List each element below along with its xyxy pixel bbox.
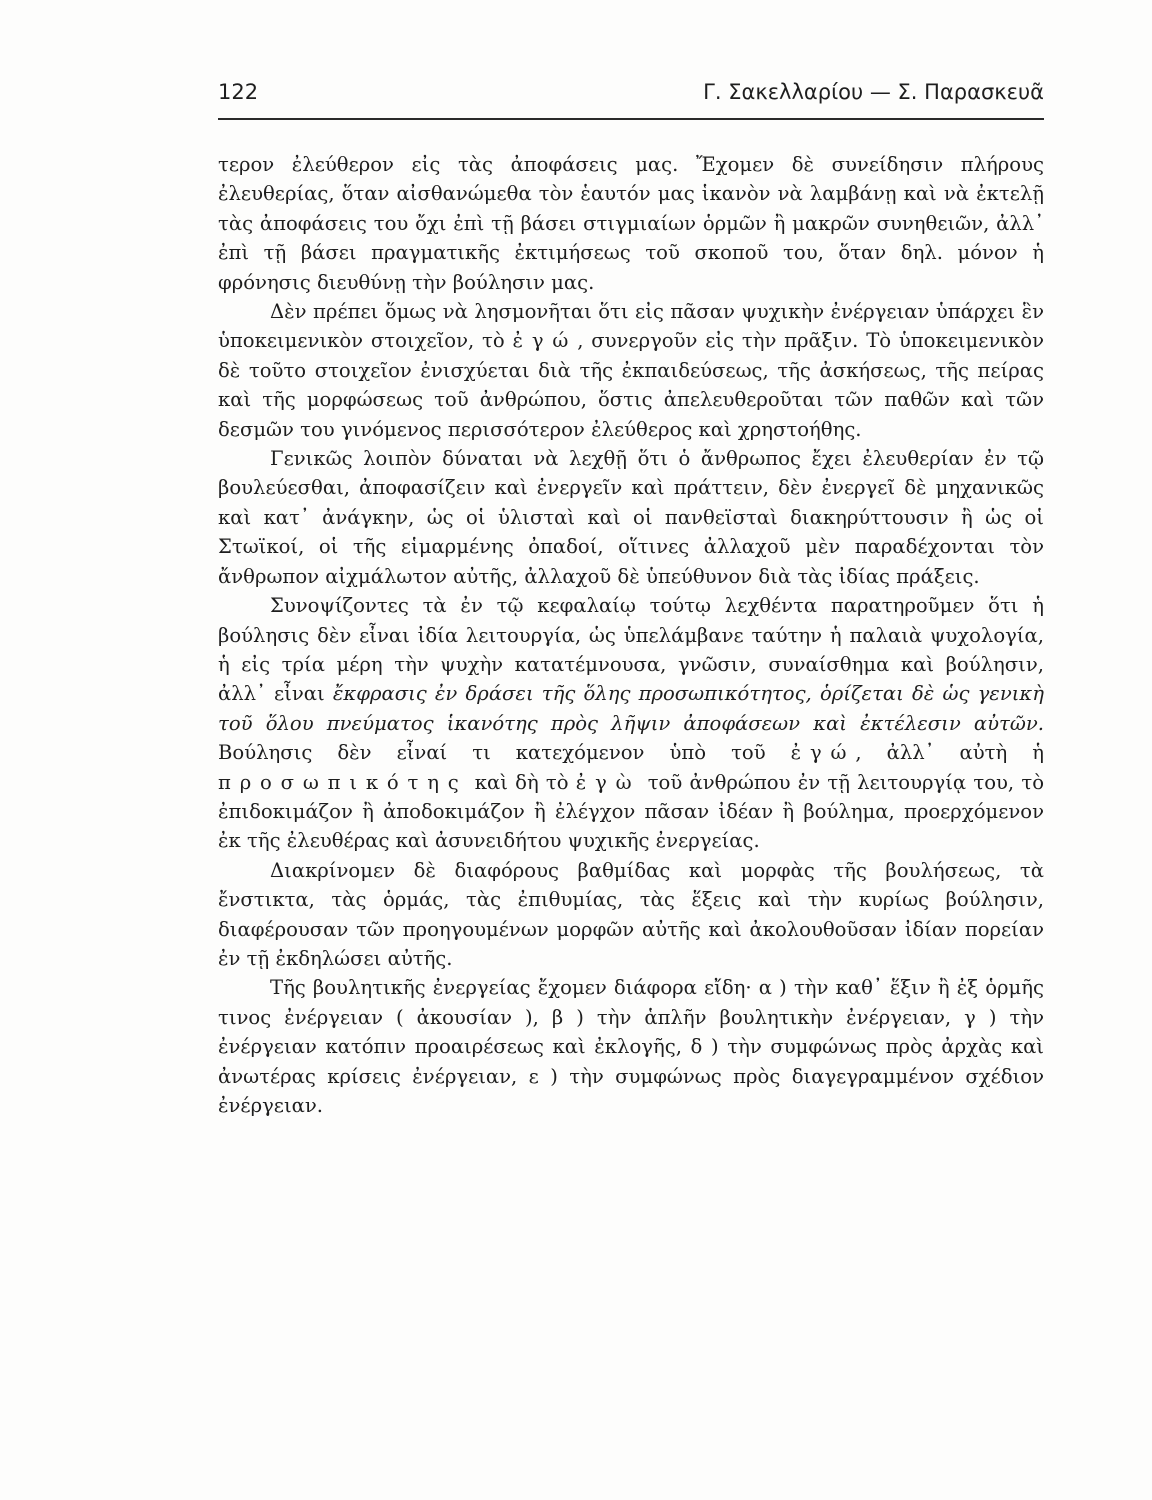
paragraph <box>218 856 1044 974</box>
running-head: Γ. Σακελλαρίου — Σ. Παρασκευᾶ <box>703 80 1044 104</box>
text-segment: Βούλησις δὲν εἶναί τι κατεχόμενον ὑπὸ τοῦ <box>218 741 791 765</box>
text-segment: , συνεργοῦν εἰς τὴν πρᾶξιν. Τὸ ὑποκειμενικὸν δὲ τοῦτο στοιχεῖον ἐνισχύεται διὰ τῆς ἐκπαιδεύσεως, τῆς ἀσκήσεως, τῆς πείρας καὶ τῆς μορφώσεως τοῦ ἀνθρώπου, ὅστις ἀπελευθεροῦται τῶν παθῶν καὶ τῶν δεσμῶν του γινόμενος περισσότερον ἐλεύθερος καὶ χρηστοήθης. <box>218 329 1044 441</box>
italic-text-segment: ἔκφρασις ἐν δράσει τῆς ὅλης προσωπικότητος, ὁρίζεται δὲ ὡς γενικὴ τοῦ ὅλου πνεύματος ἱκανότης πρὸς λῆψιν ἀποφάσεων καὶ ἐκτέλεσιν αὐτῶν. <box>218 682 1045 735</box>
text-segment: , ἀλλ᾽ αὐτὴ ἡ <box>855 741 1044 765</box>
paragraph <box>218 591 1044 856</box>
header-rule <box>218 118 1044 120</box>
page-number: 122 <box>218 80 259 104</box>
text-segment: Δὲν πρέπει ὅμως νὰ λησμονῆται ὅτι εἰς πᾶσαν ψυχικὴν ἐνέργειαν ὑπάρχει ἓν ὑποκειμενικὸν στοιχεῖον, τὸ <box>218 300 1044 353</box>
spaced-text-segment: ἐγώ <box>790 741 856 765</box>
paragraph <box>218 973 1044 1120</box>
spaced-text-segment: προσωπικότης <box>218 770 468 794</box>
page-header <box>218 80 1044 110</box>
body-text <box>218 150 1044 1120</box>
spaced-text-segment: ἐγώ <box>512 329 578 353</box>
text-segment: καὶ δὴ τὸ <box>467 770 576 794</box>
text-segment: τοῦ ἀνθρώπου ἐν τῇ λειτουργίᾳ του, τὸ ἐπιδοκιμάζον ἢ ἀποδοκιμάζον ἢ ἐλέγχον πᾶσαν ἰδέαν ἢ βούλημα, προερχόμενον ἐκ τῆς ἐλευθέρας καὶ ἀσυνειδήτου ψυχικῆς ἐνεργείας. <box>218 770 1044 853</box>
spaced-text-segment: ἐγὼ <box>575 770 641 794</box>
text-segment: Διακρίνομεν δὲ διαφόρους βαθμίδας καὶ μορφὰς τῆς βουλήσεως, τὰ ἔνστικτα, τὰς ὁρμάς, τὰς ἐπιθυμίας, τὰς ἕξεις καὶ τὴν κυρίως βούλησιν, διαφέρουσαν τῶν προηγουμένων μορφῶν αὐτῆς καὶ ἀκολουθοῦσαν ἰδίαν πορείαν ἐν τῇ ἐκδηλώσει αὐτῆς. <box>218 858 1044 970</box>
text-segment: Γενικῶς λοιπὸν δύναται νὰ λεχθῇ ὅτι ὁ ἄνθρωπος ἔχει ἐλευθερίαν ἐν τῷ βουλεύεσθαι, ἀποφασίζειν καὶ ἐνεργεῖν καὶ πράττειν, δὲν ἐνεργεῖ δὲ μηχανικῶς καὶ κατ᾽ ἀνάγκην, ὡς οἱ ὑλισταὶ καὶ οἱ πανθεϊσταὶ διακηρύττουσιν ἢ ὡς οἱ Στωϊκοί, οἱ τῆς εἱμαρμένης ὀπαδοί, οἵτινες ἀλλαχοῦ μὲν παραδέχονται τὸν ἄνθρωπον αἰχμάλωτον αὐτῆς, ἀλλαχοῦ δὲ ὑπεύθυνον διὰ τὰς ἰδίας πράξεις. <box>218 447 1044 588</box>
text-segment: Τῆς βουλητικῆς ἐνεργείας ἔχομεν διάφορα εἴδη· α ) τὴν καθ᾽ ἕξιν ἢ ἐξ ὁρμῆς τινος ἐνέργειαν ( ἀκουσίαν ), β ) τὴν ἁπλῆν βουλητικὴν ἐνέργειαν, γ ) τὴν ἐνέργειαν κατόπιν προαιρέσεως καὶ ἐκλογῆς, δ ) τὴν συμφώνως πρὸς ἀρχὰς καὶ ἀνωτέρας κρίσεις ἐνέργειαν, ε ) τὴν συμφώνως πρὸς διαγεγραμμένον σχέδιον ἐνέργειαν. <box>218 976 1044 1117</box>
text-segment: Συνοψίζοντες τὰ ἐν τῷ κεφαλαίῳ τούτῳ λεχθέντα παρατηροῦμεν ὅτι ἡ βούλησις δὲν εἶναι ἰδία λειτουργία, ὡς ὑπελάμβανε ταύτην ἡ παλαιὰ ψυχολογία, ἡ εἰς τρία μέρη τὴν ψυχὴν κατατέμνουσα, γνῶσιν, συναίσθημα καὶ βούλησιν, ἀλλ᾽ εἶναι <box>218 594 1044 706</box>
paragraph <box>218 297 1044 444</box>
text-segment: τερον ἐλεύθερον εἰς τὰς ἀποφάσεις μας. Ἔχομεν δὲ συνείδησιν πλήρους ἐλευθερίας, ὅταν αἰσθανώμεθα τὸν ἑαυτόν μας ἱκανὸν νὰ λαμβάνῃ καὶ νὰ ἐκτελῇ τὰς ἀποφάσεις του ὄχι ἐπὶ τῇ βάσει στιγμιαίων ὁρμῶν ἢ μακρῶν συνηθειῶν, ἀλλ᾽ ἐπὶ τῇ βάσει πραγματικῆς ἐκτιμήσεως τοῦ σκοποῦ του, ὅταν δηλ. μόνον ἡ φρόνησις διευθύνῃ τὴν βούλησιν μας. <box>218 153 1044 294</box>
paragraph <box>218 444 1044 591</box>
paragraph <box>218 150 1044 297</box>
